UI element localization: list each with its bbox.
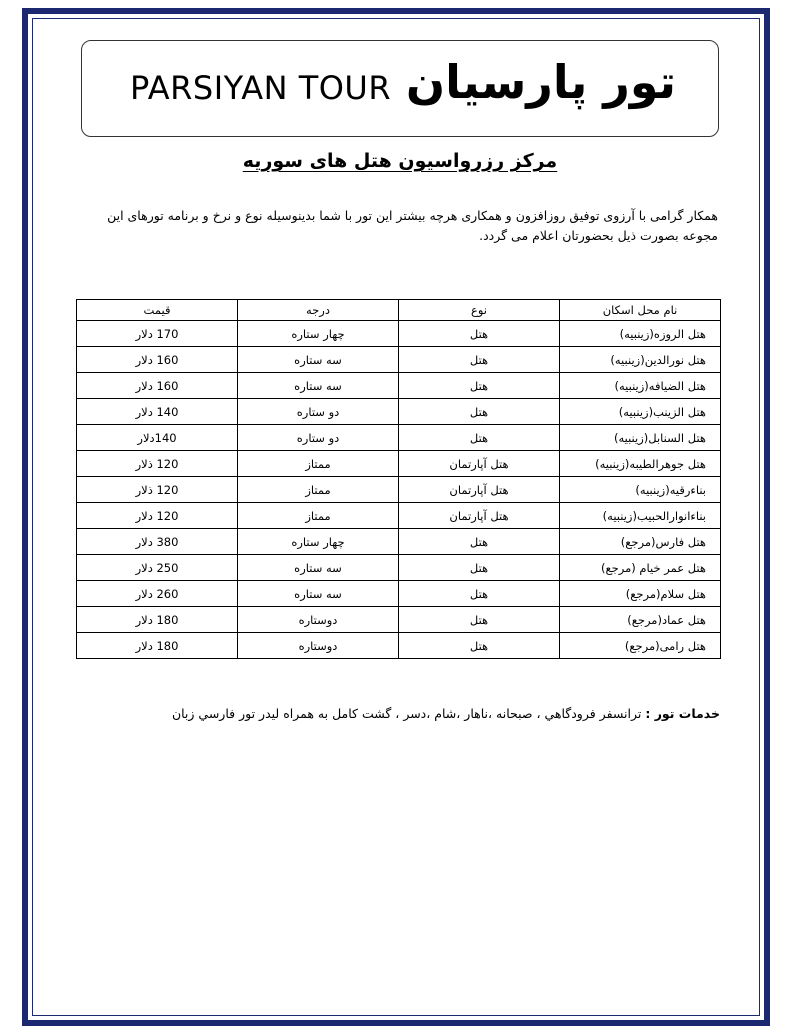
cell-grade: دو ستاره	[238, 399, 399, 425]
cell-type: هتل	[399, 425, 560, 451]
cell-price: 180 دلار	[77, 607, 238, 633]
header-price: قیمت	[77, 300, 238, 321]
cell-grade: سه ستاره	[238, 347, 399, 373]
cell-price: 140دلار	[77, 425, 238, 451]
cell-type: هتل	[399, 529, 560, 555]
services-label: خدمات تور :	[645, 706, 720, 721]
document-title	[0, 150, 800, 172]
cell-grade: دو ستاره	[238, 425, 399, 451]
cell-type: هتل	[399, 633, 560, 659]
table-row	[77, 347, 721, 373]
header-grade: درجه	[238, 300, 399, 321]
cell-type: هتل	[399, 399, 560, 425]
header-box	[81, 40, 719, 137]
cell-grade: ممتاز	[238, 477, 399, 503]
cell-grade: چهار ستاره	[238, 321, 399, 347]
brand-name-persian: تور پارسیان	[405, 55, 676, 109]
cell-grade: ممتاز	[238, 503, 399, 529]
cell-price: 160 دلار	[77, 373, 238, 399]
cell-price: 160 دلار	[77, 347, 238, 373]
cell-name: هتل رامی(مرجع)	[560, 633, 721, 659]
cell-price: 120 ذلار	[77, 451, 238, 477]
header-type: نوع	[399, 300, 560, 321]
cell-type: هتل	[399, 581, 560, 607]
table-body	[77, 321, 721, 659]
intro-paragraph: همکار گرامی با آرزوی توفیق روزافزون و همکاری هرچه بیشتر این تور با شما بدینوسیله نوع و نرخ و برنامه تورهای این مجوعه بصورت ذیل بحضورتان اعلام می گردد.	[107, 208, 718, 243]
cell-price: 260 دلار	[77, 581, 238, 607]
cell-name: هتل الزینب(زینبیه)	[560, 399, 721, 425]
header-name: نام محل اسکان	[560, 300, 721, 321]
cell-price: 170 دلار	[77, 321, 238, 347]
hotel-rates-table	[76, 299, 721, 659]
cell-name: هتل جوهرالطیبه(زینبیه)	[560, 451, 721, 477]
cell-price: 380 دلار	[77, 529, 238, 555]
cell-type: هتل آپارتمان	[399, 477, 560, 503]
cell-type: هتل	[399, 347, 560, 373]
cell-grade: سه ستاره	[238, 581, 399, 607]
cell-name: هتل نورالدین(زینبیه)	[560, 347, 721, 373]
tour-services-line	[100, 706, 720, 721]
table-header-row	[77, 300, 721, 321]
table-row	[77, 321, 721, 347]
cell-name: هتل فارس(مرجع)	[560, 529, 721, 555]
cell-price: 140 دلار	[77, 399, 238, 425]
cell-name: بناءانوارالحبیب(زینبیه)	[560, 503, 721, 529]
cell-price: 120 ذلار	[77, 477, 238, 503]
cell-type: هتل	[399, 373, 560, 399]
table-row	[77, 373, 721, 399]
cell-grade: سه ستاره	[238, 555, 399, 581]
cell-name: هتل عماد(مرجع)	[560, 607, 721, 633]
cell-name: هتل الضیافه(زینبیه)	[560, 373, 721, 399]
table-row	[77, 555, 721, 581]
brand-name-english: PARSIYAN TOUR	[130, 69, 392, 107]
table-row	[77, 581, 721, 607]
cell-price: 180 دلار	[77, 633, 238, 659]
table-row	[77, 477, 721, 503]
cell-name: هتل الروزه(زینبیه)	[560, 321, 721, 347]
cell-name: هتل سلام(مرجع)	[560, 581, 721, 607]
services-text: ترانسفر فرودگاهي ، صبحانه ،ناهار ،شام ،دسر ، گشت کامل به همراه ليدر تور فارسي زبان	[171, 706, 646, 721]
cell-price: 250 دلار	[77, 555, 238, 581]
cell-grade: سه ستاره	[238, 373, 399, 399]
table-row	[77, 633, 721, 659]
cell-name: بناءرقیه(زینبیه)	[560, 477, 721, 503]
document-title-text: مرکز رزرواسیون هتل های سوریه	[242, 150, 558, 172]
cell-type: هتل آپارتمان	[399, 451, 560, 477]
cell-type: هتل	[399, 607, 560, 633]
cell-type: هتل	[399, 555, 560, 581]
cell-grade: ممتاز	[238, 451, 399, 477]
cell-type: هتل	[399, 321, 560, 347]
cell-grade: دوستاره	[238, 607, 399, 633]
cell-price: 120 دلار	[77, 503, 238, 529]
cell-name: هتل عمر خیام (مرجع)	[560, 555, 721, 581]
table-row	[77, 451, 721, 477]
cell-grade: چهار ستاره	[238, 529, 399, 555]
cell-type: هتل آپارتمان	[399, 503, 560, 529]
cell-name: هتل السنابل(زینبیه)	[560, 425, 721, 451]
table-row	[77, 607, 721, 633]
table-row	[77, 529, 721, 555]
table-row	[77, 503, 721, 529]
table-row	[77, 399, 721, 425]
table-row	[77, 425, 721, 451]
cell-grade: دوستاره	[238, 633, 399, 659]
